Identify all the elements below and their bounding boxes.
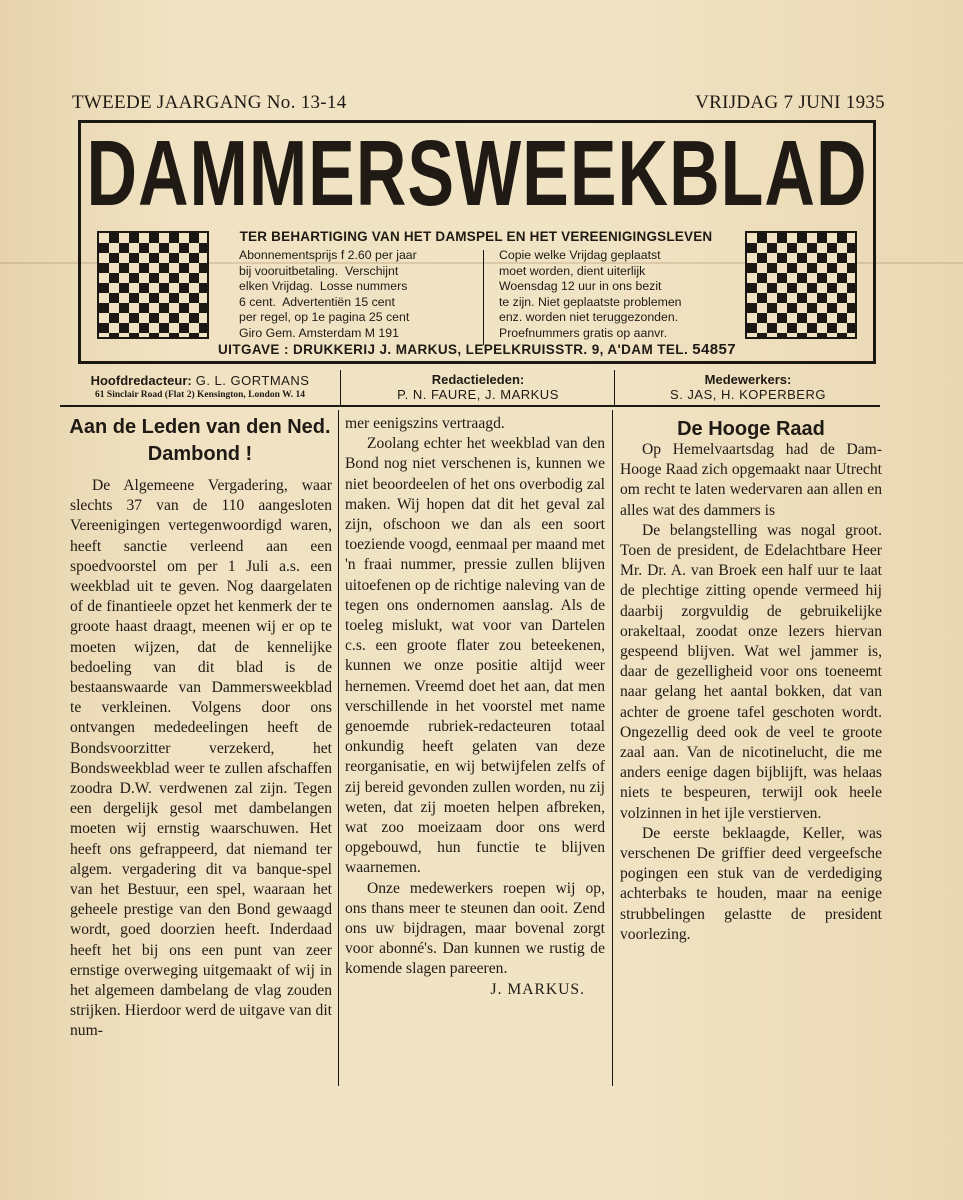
publisher-phone: 54857 bbox=[692, 341, 736, 358]
header-rule bbox=[60, 405, 880, 407]
info-divider bbox=[483, 250, 484, 345]
article-paragraph: mer eenigszins vertraagd. bbox=[345, 415, 505, 432]
article-signature: J. MARKUS. bbox=[490, 980, 585, 998]
staff-divider bbox=[614, 370, 615, 406]
contributors-label: Medewerkers: bbox=[704, 372, 792, 387]
publisher-line bbox=[81, 341, 873, 358]
chief-editor-name: G. L. GORTMANS bbox=[195, 373, 310, 388]
article-paragraph: De Algemeene Vergadering, waar slechts 37 van de 110 aangesloten Vereenigingen vertegenwoordigd waren, heeft sanctie verleend aan een spoedvoorstel om per 1 Juli a.s. een weekblad uit te geven. Nog daargelaten of de finantieele opzet het kenmerk der te groote haast draagt, meenen wij er op te moeten wijzen, dat de kennelijke bedoeling van dit blad is de bestaanswaarde van Dammersweekblad te verkleinen. Volgens door ons ontvangen mededeelingen heeft de Bondsvoorzitter verzekerd, het Bondsweekblad weer te zullen afschaffen zoodra D.W. verdwenen zal zijn. Tegen een dergelijk gesol met dambelangen moeten wij ernstig waarschuwen. Het heeft ons gefrappeerd, dat niemand ter algem. vergadering dit va banque-spel van het Bestuur, een spel, waaraan het geheele prestige van den Bond gewaagd wordt, goed doorzien heeft. Inderdaad heeft het bij ons een punt van zeer ernstige overweging uitgemaakt of wij in het algemeen dambelang de vlag zouden strijken. Hierdoor werd de uitgave van dit num- bbox=[70, 477, 332, 1040]
submission-info: Copie welke Vrijdag geplaatst moet worden, dient uiterlijk Woensdag 12 uur in ons bezit te zijn. Niet geplaatste problemen enz. worden niet teruggezonden. Proefnummers gratis op aanvr. bbox=[499, 248, 682, 340]
subscription-info: Abonnementsprijs f 2.60 per jaar bij vooruitbetaling. Verschijnt elken Vrijdag. Losse nummers 6 cent. Advertentiën 15 cent per regel, op 1e pagina 25 cent Giro Gem. Amsterdam M 191 bbox=[239, 248, 417, 340]
publisher-text: UITGAVE : DRUKKERIJ J. MARKUS, LEPELKRUISSTR. 9, A'DAM TEL. bbox=[218, 342, 689, 357]
checkerboard-icon-left bbox=[97, 231, 209, 339]
masthead bbox=[78, 120, 876, 364]
chief-editor-address: 61 Sinclair Road (Flat 2) Kensington, London W. 14 bbox=[95, 390, 305, 400]
issue-date: VRIJDAG 7 JUNI 1935 bbox=[695, 92, 885, 113]
article-column-2 bbox=[345, 414, 605, 1000]
article-paragraph: Zoolang echter het weekblad van den Bond nog niet verschenen is, kunnen we niet beoordeelen of het ons overbodig zal maken. Wij hopen dat dit het geval zal zijn, ofschoon we dan als een soort toeziende voogd, eenmaal per maand met 'n fraai nummer, pressie zullen blijven uitoefenen op de richtige naleving van de tegen ons ondernomen aanslag. Als de toeleg mislukt, wat voor van Dartelen c.s. een groote flater zou beteekenen, kunnen we onze positie altijd weer hernemen. Vreemd doet het aan, dat men verschillende in het voorstel met name genoemde rubriek-redacteuren totaal onkundig heeft gelaten van deze reorganisatie, en wij betwijfelen zelfs of zij bereid gevonden zullen worden, nu zij weten, dat zij moeten helpen afbreken, wat zoo moeizaam door ons werd opgebouwd, hun functie te blijven waarnemen. bbox=[345, 435, 605, 877]
column-divider bbox=[612, 410, 613, 1086]
editors-block bbox=[342, 372, 614, 406]
newspaper-title: DAMMERSWEEKBLAD bbox=[86, 121, 868, 225]
column-divider bbox=[338, 410, 339, 1086]
contributors-block bbox=[616, 372, 880, 406]
contributors-names: S. JAS, H. KOPERBERG bbox=[670, 387, 826, 402]
article-column-3 bbox=[620, 440, 882, 945]
article-paragraph: Op Hemelvaartsdag had de Dam-Hooge Raad zich opgemaakt naar Utrecht om recht te laten wedervaren aan allen en alles wat des dammers is bbox=[620, 441, 882, 519]
editors-names: P. N. FAURE, J. MARKUS bbox=[397, 387, 559, 402]
checkerboard-icon-right bbox=[745, 231, 857, 339]
article-paragraph: Onze medewerkers roepen wij op, ons thans meer te steunen dan ooit. Zend ons uw bijdragen, maar bovenal zorgt voor abonné's. Dan kunnen we rustig de komende slagen pareeren. bbox=[345, 879, 605, 978]
article-heading-dambond: Aan de Leden van den Ned. Dambond ! bbox=[69, 416, 331, 465]
staff-divider bbox=[340, 370, 341, 406]
article-heading-hooge-raad: De Hooge Raad bbox=[677, 418, 825, 440]
volume-number: TWEEDE JAARGANG No. 13-14 bbox=[72, 92, 347, 113]
article-column-1 bbox=[70, 476, 332, 1042]
chief-editor-label: Hoofdredacteur: bbox=[90, 373, 192, 388]
chief-editor-block bbox=[60, 372, 340, 406]
editors-label: Redactieleden: bbox=[431, 372, 525, 387]
masthead-subtitle: TER BEHARTIGING VAN HET DAMSPEL EN HET VEREENIGINGSLEVEN bbox=[239, 229, 713, 244]
article-paragraph: De eerste beklaagde, Keller, was verschenen De griffier deed vergeefsche pogingen een stuk van de verdediging achterbaks te houden, maar na eenige strubbelingen gelastte de president voorlezing. bbox=[620, 824, 882, 943]
article-paragraph: De belangstelling was nogal groot. Toen de president, de Edelachtbare Heer Mr. Dr. A. van Broek een half uur te laat de plechtige zitting opende vermeed hij daarbij zorgvuldig de gebruikelijke orakeltaal, zoodat onze lezers hiervan gespeend blijven. Wat wel jammer is, daar de gezelligheid voor ons toeneemt naar gelang het aantal bokken, dat van achter de groene tafel geschoten wordt. Ongezellig deed ook de veel te groote zaal aan. Van de nicotinelucht, die me anders eenige dagen bijblijft, was helaas niets te bespeuren, terwijl ook heele volzinnen in het ijle verstierven. bbox=[620, 521, 882, 822]
